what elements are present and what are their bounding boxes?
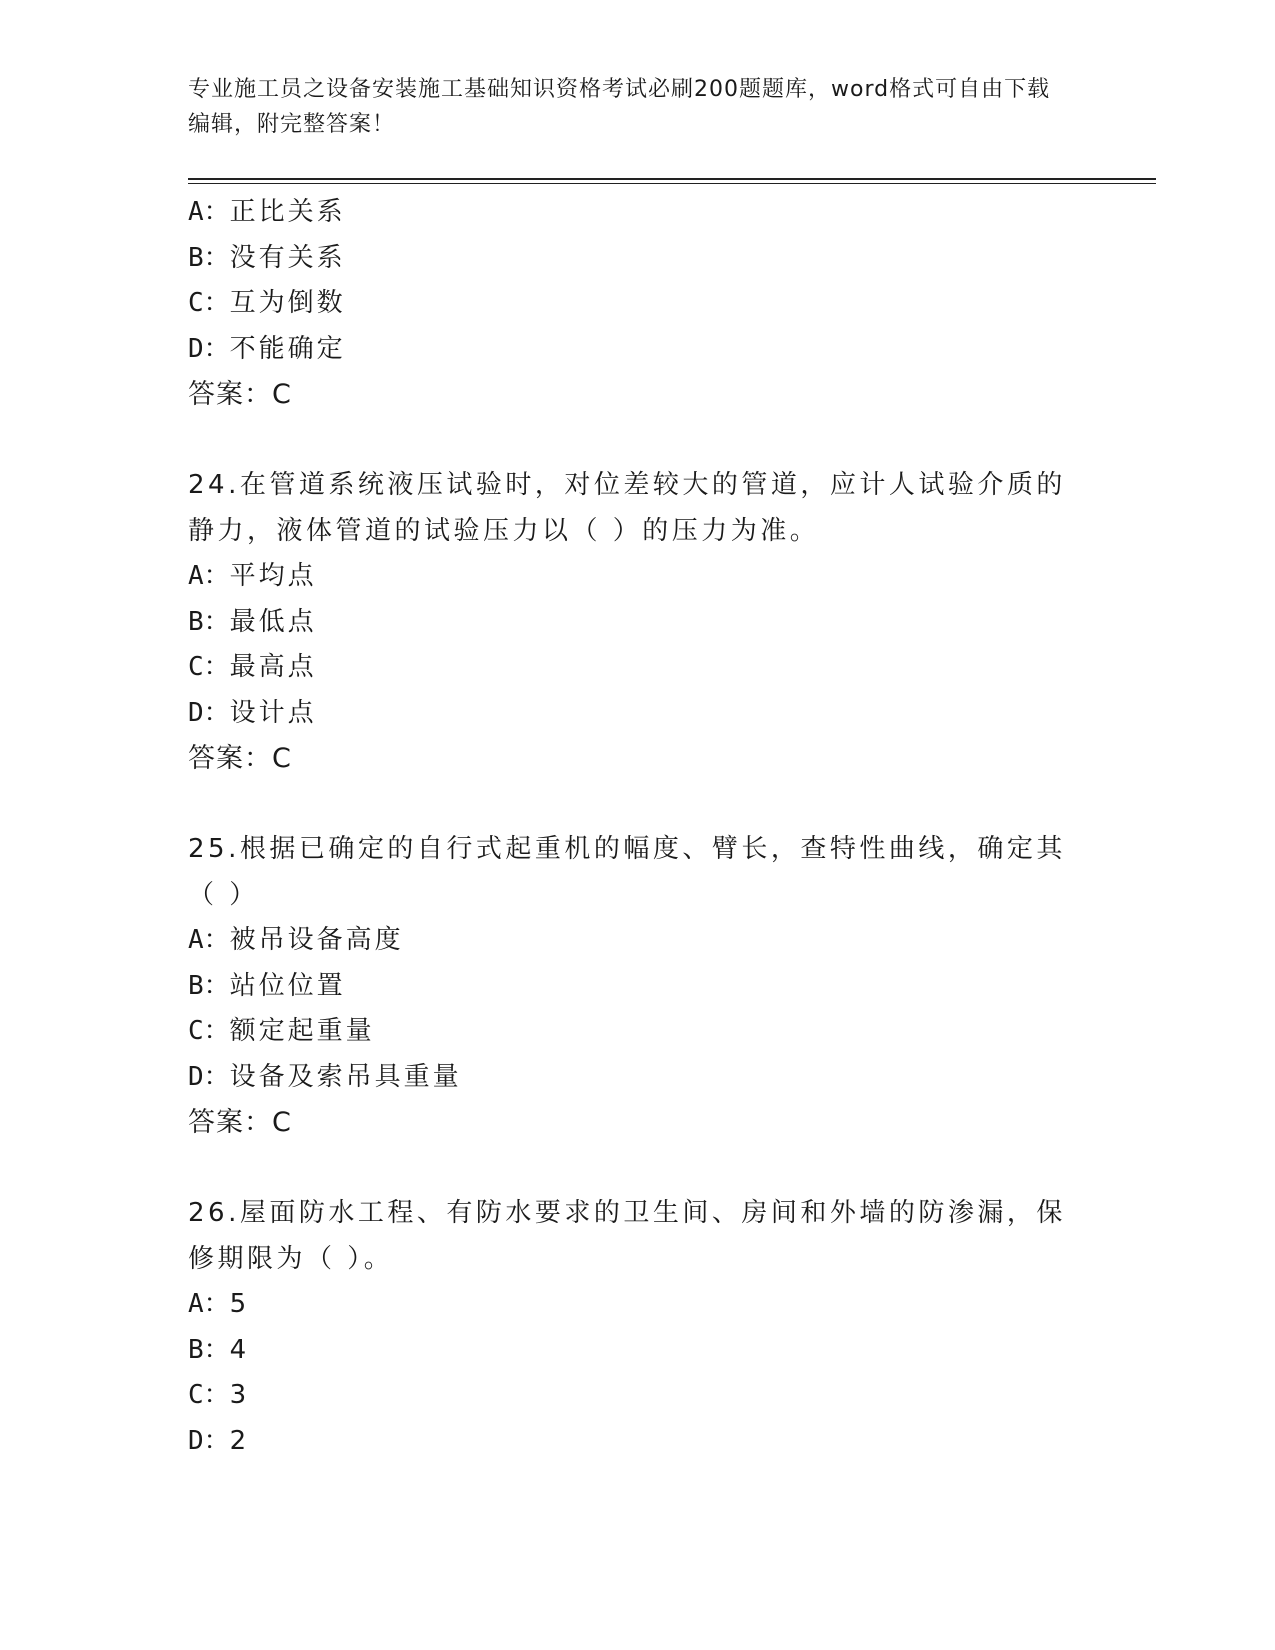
question-23-continued	[188, 190, 1088, 418]
option-c: C：最高点	[188, 652, 317, 682]
option-d: D：不能确定	[188, 333, 346, 364]
question-26	[188, 1191, 1088, 1464]
document-body	[188, 190, 1088, 1464]
option-c: C：互为倒数	[188, 288, 346, 318]
answer-line: 答案：C	[188, 1107, 292, 1138]
question-stem: 26.屋面防水工程、有防水要求的卫生间、房间和外墙的防渗漏，保修期限为（ ）。	[188, 1198, 1066, 1274]
page-header: 专业施工员之设备安装施工基础知识资格考试必刷200题题库，word格式可自由下载编辑，附完整答案！	[188, 77, 1051, 137]
question-stem: 24.在管道系统液压试验时，对位差较大的管道，应计人试验介质的静力，液体管道的试验压力以（ ）的压力为准。	[188, 470, 1066, 546]
option-d: D：2	[188, 1425, 250, 1456]
spacer	[188, 1146, 1088, 1192]
option-a: A：平均点	[188, 561, 317, 591]
option-d: D：设计点	[188, 697, 317, 728]
option-b: B：没有关系	[188, 242, 346, 273]
option-b: B：站位位置	[188, 970, 346, 1001]
option-c: C：额定起重量	[188, 1016, 375, 1046]
option-a: A：被吊设备高度	[188, 925, 404, 955]
header-rule-thin	[188, 183, 1156, 184]
question-24	[188, 463, 1088, 782]
question-25	[188, 827, 1088, 1146]
answer-line: 答案：C	[188, 743, 292, 774]
option-c: C：3	[188, 1380, 250, 1410]
option-b: B：最低点	[188, 606, 317, 637]
header-rule-thick	[188, 178, 1156, 180]
question-stem: 25.根据已确定的自行式起重机的幅度、臂长，查特性曲线，确定其（ ）	[188, 834, 1066, 910]
option-d: D：设备及索吊具重量	[188, 1061, 462, 1092]
option-a: A：5	[188, 1289, 250, 1319]
answer-line: 答案：C	[188, 379, 292, 410]
spacer	[188, 782, 1088, 828]
spacer	[188, 418, 1088, 464]
option-b: B：4	[188, 1334, 250, 1365]
option-a: A：正比关系	[188, 197, 346, 227]
